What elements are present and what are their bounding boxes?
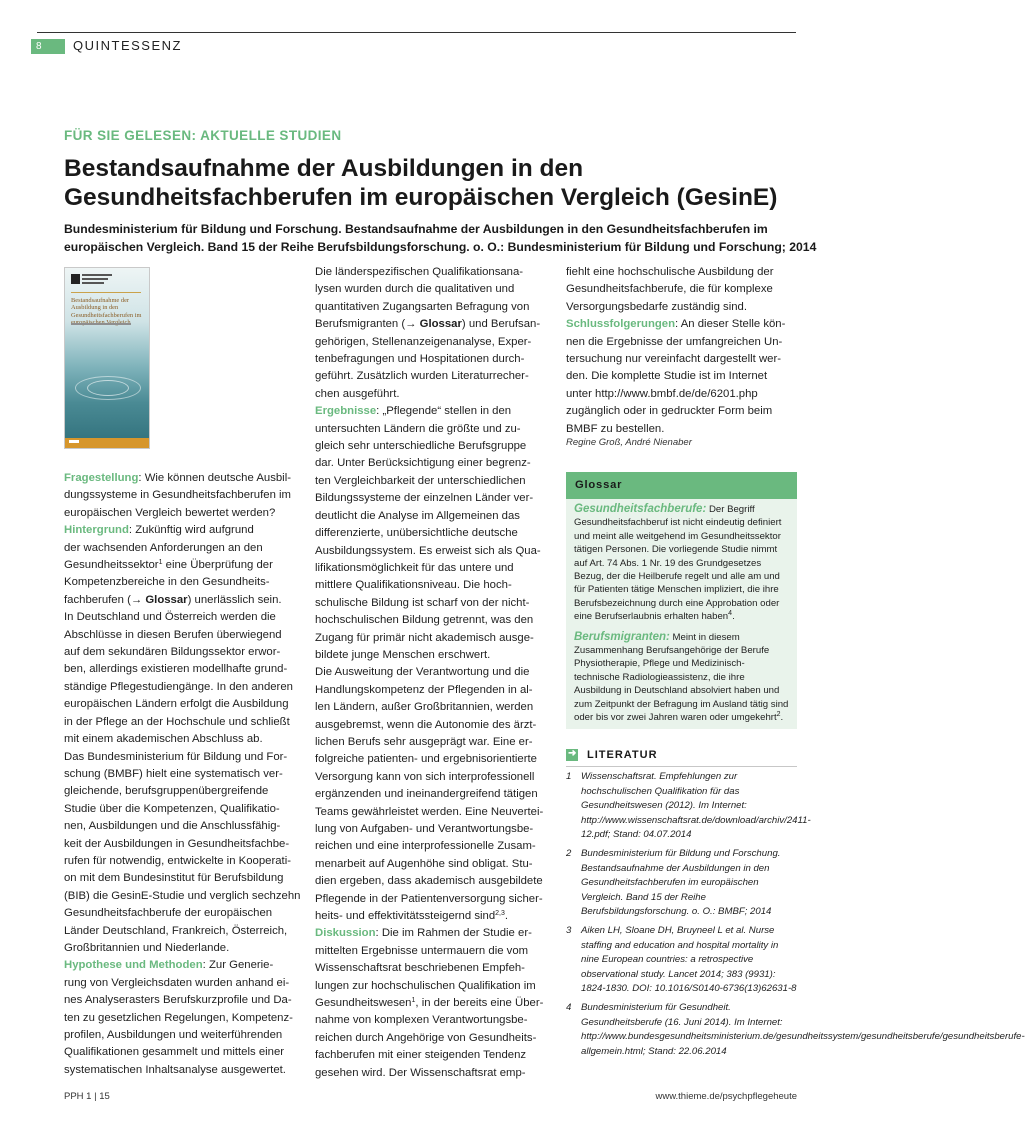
- text-line: Versorgung kann von sich interprofessionell: [315, 770, 535, 783]
- text-line: Wissenschaftsrat beschriebenen Empfeh-: [315, 962, 525, 975]
- literatur-text: Bundesministerium für Bildung und Forschung. Bestandsaufnahme der Ausbildungen in den Gesundheitsfachberufen im europäischen Vergleich. Band 15 der Reihe Berufsbildungsforschung. o. O.: BMBF; 2014: [581, 847, 781, 918]
- text-line: tersuchung nur vereinfacht dargestellt wer-: [566, 353, 782, 366]
- text-line: nahme von komplexen Verantwortungsbe-: [315, 1014, 528, 1027]
- text-line: In Deutschland und Österreich werden die: [64, 611, 276, 624]
- text-line: ergänzenden und ineinandergreifend tätigen: [315, 788, 538, 801]
- text-line: gesehen wird. Der Wissenschaftsrat emp-: [315, 1066, 526, 1079]
- section-label-ergebnisse: Ergebnisse: [315, 405, 377, 418]
- glossar-term: Gesundheitsfachberufe:: [574, 503, 707, 515]
- text-line: gleichende, berufsgruppenübergreifende: [64, 785, 269, 798]
- text: Berufsmigranten (→: [315, 318, 420, 331]
- text-line: Studie über die Kompetenzen, Qualifikatio-: [64, 802, 280, 815]
- cover-title: Bestandsaufnahme der Ausbildung in den Gesundheitsfachberufen im: [71, 297, 142, 319]
- text-line: Handlungskompetenz der Pflegenden in al-: [315, 683, 533, 696]
- text-line: dungssysteme in Gesundheitsfachberufen im: [64, 489, 292, 502]
- text-line: ten zu gesetzlichen Regelungen, Kompetenz-: [64, 1011, 293, 1024]
- text-line: lifikationsmöglichkeit für das untere und: [315, 561, 514, 574]
- text-line: Länder Deutschland, Frankreich, Österreich,: [64, 924, 288, 937]
- text-line: ständige Pflegestudiengänge. In den anderen: [64, 680, 293, 693]
- text-line: dien ergeben, dass akademisch ausgebildete: [315, 875, 543, 888]
- text: Gesundheitssektor: [64, 559, 159, 572]
- footnote-ref[interactable]: 1: [411, 997, 416, 1005]
- text-line: menarbeit auf Augenhöhe sind obligat. Stu-: [315, 857, 533, 870]
- text: : Zukünftig wird aufgrund: [128, 524, 254, 537]
- text-line: dar. Unter Berücksichtigung einer begrenz-: [315, 457, 531, 470]
- text-line: profilen, Ausbildungen und weiterführenden: [64, 1029, 283, 1041]
- text-line: BMBF zu bestellen.: [566, 422, 665, 435]
- footer-url[interactable]: www.thieme.de/psychpflegeheute: [655, 1091, 797, 1102]
- text-line: differenzierte, unübersichtliche deutsche: [315, 527, 518, 540]
- text-line: on mit dem Bundesinstitut für Berufsbildung: [64, 872, 284, 885]
- text-line: der wachsenden Anforderungen an den: [64, 541, 263, 554]
- text-line: gehörigen, Stellenanzeigenanalyse, Exper-: [315, 335, 532, 348]
- text: : Die im Rahmen der Studie er-: [375, 927, 532, 940]
- text-line: bildete junge Menschen erschwert.: [315, 648, 491, 661]
- text-line: rufen für notwendig, entwickelte in Kooperati-: [64, 854, 292, 867]
- cover-rule: [71, 292, 141, 293]
- text-line: Das Bundesministerium für Bildung und For-: [64, 750, 288, 763]
- text-column-2: Die länderspezifischen Qualifikationsana- lysen wurden durch die qualitativen und quantitativen Zugangsarten Befragung von Berufsmigranten (→ Glossar) und Berufsan- gehörigen, Stellenanzeigenanalyse, Exper- tenbefragungen und Hospitationen durch- geführt. Zusätzlich wurden Literaturrecher- chen ausgeführt. Ergebnisse: „Pflegende“ stellen in den untersuchten Ländern die größte und zu- gleich sehr unterschiedliche Berufsgruppe dar. Unter Berücksichtigung einer begrenz- ten Vergleichbarkeit der unterschiedlichen Bildungssysteme der einzelnen Länder ver- deutlicht die Analyse im Allgemeinen das differenzierte, unübersichtliche deutsche Ausbildungssystem. Es erweist sich als Qua- lifikationsmöglichkeit für das untere und mittlere Qualifikationsniveau. Die hoch- schulische Bildung ist scharf von der nicht- hochschulischen Bildung getrennt, was den Zugang für primär nicht akademisch ausge- bildete junge Menschen erschwert. Die Ausweitung der Verantwortung und die Handlungskompetenz der Pflegenden in al- len Ländern, außer Großbritannien, werden ausgebremst, wenn die Autonomie des ärzt- lichen Berufs sehr ausgeprägt war. Eine er- folgreiche patienten- und ergebnisorientierte Versorgung kann von sich interprofessionell ergänzenden und ineinandergreifend tätigen Teams gewährleistet werden. Eine Neuvertei- lung von Aufgaben- und Verantwortungsbe- reichen und eine interprofessionelle Zusam- menarbeit auf Augenhöhe sind obligat. Stu- dien ergeben, dass akademisch ausgebildete Pflegende in der Patientenversorgung sicher- heits- und effektivitätssteigernd sind$^{2,3}$. Diskussion: Die im Rahmen der Studie er- mittelten Ergebnisse untermauern die vom Wissenschaftsrat beschriebenen Empfeh- lungen zur hochschulischen Qualifikation im Gesundheitswesen$^1$, in der bereits eine Über- nahme von komplexen Verantwortungsbe- reichen durch Angehörige von Gesundheits- fachberufen mit einer steigenden Tendenz gesehen wird. Der Wissenschaftsrat emp-: [315, 264, 547, 1082]
- text-line: lysen wurden durch die qualitativen und: [315, 283, 515, 296]
- text-line: fachberufen mit einer steigenden Tendenz: [315, 1049, 527, 1062]
- text: , in der bereits eine Über-: [415, 997, 544, 1010]
- footer-issue: PPH 1 | 15: [64, 1091, 110, 1102]
- section-label-schlussfolgerungen: Schlussfolgerungen: [566, 318, 676, 331]
- glossar-body: [574, 503, 790, 725]
- section-label-hintergrund: Hintergrund: [64, 524, 129, 537]
- text-line: lung von Aufgaben- und Verantwortungsbe-: [315, 823, 534, 835]
- footnote-ref[interactable]: 2: [776, 711, 781, 719]
- text-line: rung von Vergleichsdaten wurden anhand ei-: [64, 976, 290, 989]
- book-cover-image: [64, 267, 150, 449]
- text-line: Bildungssysteme der einzelnen Länder ver-: [315, 492, 534, 505]
- literatur-number: 2: [566, 847, 572, 859]
- text-line: Teams gewährleistet werden. Eine Neuvertei-: [315, 805, 544, 818]
- text: eine Überprüfung der: [162, 559, 273, 572]
- text-column-3: [566, 264, 798, 438]
- literatur-number: 4: [566, 1001, 572, 1013]
- arrow-right-icon: [566, 749, 578, 761]
- logo-text-line: [82, 282, 104, 284]
- text-line: schung (BMBF) hielt eine systematisch ver-: [64, 767, 283, 780]
- literatur-text[interactable]: Bundesministerium für Gesundheit. Gesundheitsberufe (16. Juni 2014). Im Internet: http://www.bundesgesundheitsministerium.de/gesundheitssystem/gesundheitsberufe/gesundheitsberufe-allgemein.html; Stand: 22.06.2014: [581, 1001, 1025, 1057]
- text-line: ausgebremst, wenn die Autonomie des ärzt-: [315, 718, 537, 731]
- text-line: Zugang für primär nicht akademisch ausge-: [315, 631, 534, 644]
- text: heits- und effektivitätssteigernd sind: [315, 910, 496, 923]
- footnote-ref[interactable]: 2,3: [495, 910, 505, 918]
- glossar-definition: Meint in diesem Zusammenhang Berufsangehörige der Berufe Physiotherapie, Pflege und Medizinisch-technische Radiologieassistenz, die ihre Ausbildung in Deutschland absolviert haben und zum Zeitpunkt der Befragung im Ausland tätig sind oder bis vor zwei Jahren waren oder umgekehrt: [574, 631, 789, 724]
- literatur-item: [566, 770, 811, 843]
- text: ) und Berufsan-: [461, 318, 541, 331]
- literatur-number: 3: [566, 924, 572, 936]
- text-line: Kompetenzbereiche in den Gesundheits-: [64, 576, 270, 589]
- text-line: europäischen Ländern erfolgt die Ausbildung: [64, 698, 289, 711]
- text-line: nes Analyserasters Berufskurzprofile und Da-: [64, 994, 292, 1007]
- text: Gesundheitswesen: [315, 997, 412, 1010]
- text: .: [780, 712, 784, 724]
- text-line: zugänglich oder in gedruckter Form beim: [566, 405, 773, 418]
- text: : Zur Generie-: [202, 959, 274, 972]
- text-line: mittlere Qualifikationsniveau. Die hoch-: [315, 579, 512, 592]
- section-label-diskussion: Diskussion: [315, 927, 376, 940]
- text: fachberufen (→: [64, 593, 146, 606]
- literatur-text: Aiken LH, Sloane DH, Bruyneel L et al. Nurse staffing and education and hospital mortality in nine European countries: a retrospective observational study. Lancet 2014; 383 (9931): 1824-1830. DOI: 10.1016/S0140-6736(13)62631-8: [581, 924, 797, 995]
- text: : „Pflegende“ stellen in den: [376, 405, 512, 418]
- glossar-link[interactable]: Glossar: [145, 593, 188, 606]
- text-line: auf dem sekundären Bildungssektor erwor-: [64, 646, 281, 659]
- glossar-box: [566, 472, 797, 729]
- text-line: folgreiche patienten- und ergebnisorientierte: [315, 753, 537, 766]
- text-line: europäischen Vergleich bewertet werden?: [64, 506, 276, 519]
- reference-line: Bundesministerium für Bildung und Forschung. Bestandsaufnahme der Ausbildungen in den Gesundheitsfachberufen im: [64, 222, 768, 236]
- text: : An dieser Stelle kön-: [675, 318, 786, 331]
- text-line: Die Ausweitung der Verantwortung und die: [315, 666, 530, 679]
- text-line: hochschulischen Bildung getrennt, was den: [315, 614, 534, 627]
- article-kicker: FÜR SIE GELESEN: AKTUELLE STUDIEN: [64, 128, 342, 143]
- text-line: quantitativen Zugangsarten Befragung von: [315, 300, 530, 313]
- text-line: Großbritannien und Niederlande.: [64, 941, 230, 954]
- text-line: chen ausgeführt.: [315, 387, 400, 400]
- ministry-logo-icon: [71, 274, 80, 284]
- text-line: keit der Ausbildungen in Gesundheitsfachbe-: [64, 837, 290, 850]
- article-reference: [64, 221, 817, 256]
- text-line: Die länderspezifischen Qualifikationsana-: [315, 266, 524, 278]
- text-column-1: [64, 470, 301, 1079]
- journal-section-name: QUINTESSENZ: [73, 38, 182, 53]
- page-number-badge: 8: [31, 39, 65, 54]
- footnote-ref[interactable]: 1: [158, 559, 163, 567]
- text: : Wie können deutsche Ausbil-: [138, 472, 291, 484]
- header-rule: [37, 32, 796, 33]
- text-line: Versorgungsbedarfe zuständig sind.: [566, 300, 747, 313]
- text: ) unerlässlich sein.: [187, 593, 282, 606]
- logo-text-line: [82, 274, 112, 276]
- text-line: deutlicht die Analyse im Allgemeinen das: [315, 509, 520, 522]
- title-line: Bestandsaufnahme der Ausbildungen in den: [64, 155, 584, 182]
- text-line: Qualifikationen gesammelt und mittels einer: [64, 1046, 285, 1059]
- text-line: (BIB) die GesinE-Studie und verglich sechzehn: [64, 889, 301, 902]
- text-line: Gesundheitsfachberufe, die für komplexe: [566, 283, 773, 296]
- text-line: lungen zur hochschulischen Qualifikation im: [315, 979, 536, 992]
- text-line: schulische Bildung ist scharf von der nicht-: [315, 596, 530, 609]
- reference-line: europäischen Vergleich. Band 15 der Reihe Berufsbildungsforschung. o. O.: Bundesministerium für Bildung und Forschung; 2014: [64, 239, 817, 254]
- text-line: reichen und eine interprofessionelle Zusam-: [315, 840, 536, 853]
- text-line: Gesundheitsfachberufe der europäischen: [64, 907, 273, 920]
- text-line: geführt. Zusätzlich wurden Literaturrecher-: [315, 370, 529, 383]
- text-line: nen, Ausbildungen und die Anschlussfähig-: [64, 820, 281, 833]
- literatur-heading: LITERATUR: [587, 749, 658, 761]
- title-line: Gesundheitsfachberufen im europäischen Vergleich (GesinE): [64, 184, 778, 211]
- literatur-list: [566, 770, 1025, 1063]
- text-line: untersuchten Ländern die größte und zu-: [315, 422, 521, 435]
- glossar-entry: [574, 631, 790, 725]
- section-label-fragestellung: Fragestellung: [64, 472, 139, 484]
- text-line: lichen Berufs sehr ausgeprägt war. Eine er-: [315, 735, 533, 748]
- section-label-methoden: Hypothese und Methoden: [64, 959, 203, 972]
- glossar-link[interactable]: Glossar: [419, 318, 462, 331]
- review-authors: Regine Groß, André Nienaber: [566, 437, 692, 448]
- literatur-item: [566, 847, 798, 920]
- logo-text-line: [82, 278, 108, 280]
- text-line: Ausbildungssystem. Es erweist sich als Qua-: [315, 544, 541, 557]
- glossar-entry: [574, 503, 790, 624]
- text: .: [732, 611, 735, 623]
- text-line: Abschlüsse in diesen Berufen überwiegend: [64, 628, 282, 641]
- literatur-rule: [566, 766, 797, 767]
- text-line: ten Vergleichbarkeit der unterschiedlichen: [315, 474, 526, 487]
- glossar-term: Berufsmigranten:: [574, 630, 670, 643]
- literatur-number: 1: [566, 771, 572, 782]
- literatur-item: [566, 1001, 1025, 1059]
- text-line: nen die Ergebnisse der umfangreichen Un-: [566, 335, 783, 348]
- text-line: len Ländern, außer Großbritannien, werden: [315, 701, 534, 714]
- text-line: in der Pflege an der Hochschule und schließt: [64, 715, 290, 728]
- text-line: ben, allerdings existieren modellhafte grund-: [64, 663, 288, 676]
- cover-subtitle-line: [71, 323, 131, 325]
- text-line: systematischen Inhaltsanalyse ausgewertet.: [64, 1063, 286, 1076]
- text-line: mit einem akademischen Abschluss ab.: [64, 733, 263, 746]
- water-ripple: [87, 380, 129, 396]
- article-title: [64, 154, 804, 212]
- footnote-ref[interactable]: 4: [728, 610, 733, 618]
- text-line: reichen durch Angehörige von Gesundheits-: [315, 1031, 537, 1044]
- text-line: gleich sehr unterschiedliche Berufsgruppe: [315, 440, 527, 453]
- arrow-glyph: ➜: [568, 748, 577, 759]
- literatur-item: [566, 924, 798, 997]
- study-url-line[interactable]: unter http://www.bmbf.de/de/6201.php: [566, 387, 758, 400]
- text-line: fiehlt eine hochschulische Ausbildung der: [566, 266, 774, 278]
- literatur-text[interactable]: Wissenschaftsrat. Empfehlungen zur hochschulischen Qualifikation für das Gesundheitswesen (2012). Im Internet: http://www.wissenschaftsrat.de/download/archiv/2411-12.pdf; Stand: 04.07.2014: [581, 771, 811, 841]
- text-line: tenbefragungen und Hospitationen durch-: [315, 353, 525, 366]
- glossar-definition: Der Begriff Gesundheitsfachberuf ist nicht eindeutig definiert und meint alle weitgehend im Gesundheitssektor tätigen Personen. Die vorliegende Studie nimmt auf Art. 74 Abs. 1 Nr. 19 des Grundgesetzes Bezug, der die Heilberufe regelt und alle am und für Patienten tätige Menschen impliziert, die ihre Berufsbezeichnung durch eine Approbation oder eine Berufserlaubnis erhalten haben: [574, 504, 782, 623]
- text-line: den. Die komplette Studie ist im Internet: [566, 370, 768, 383]
- glossar-title: Glossar: [566, 472, 797, 499]
- text-line: Pflegende in der Patientenversorgung sicher-: [315, 892, 543, 905]
- text-line: mittelten Ergebnisse untermauern die vom: [315, 944, 529, 957]
- cover-footer-band: [65, 438, 149, 448]
